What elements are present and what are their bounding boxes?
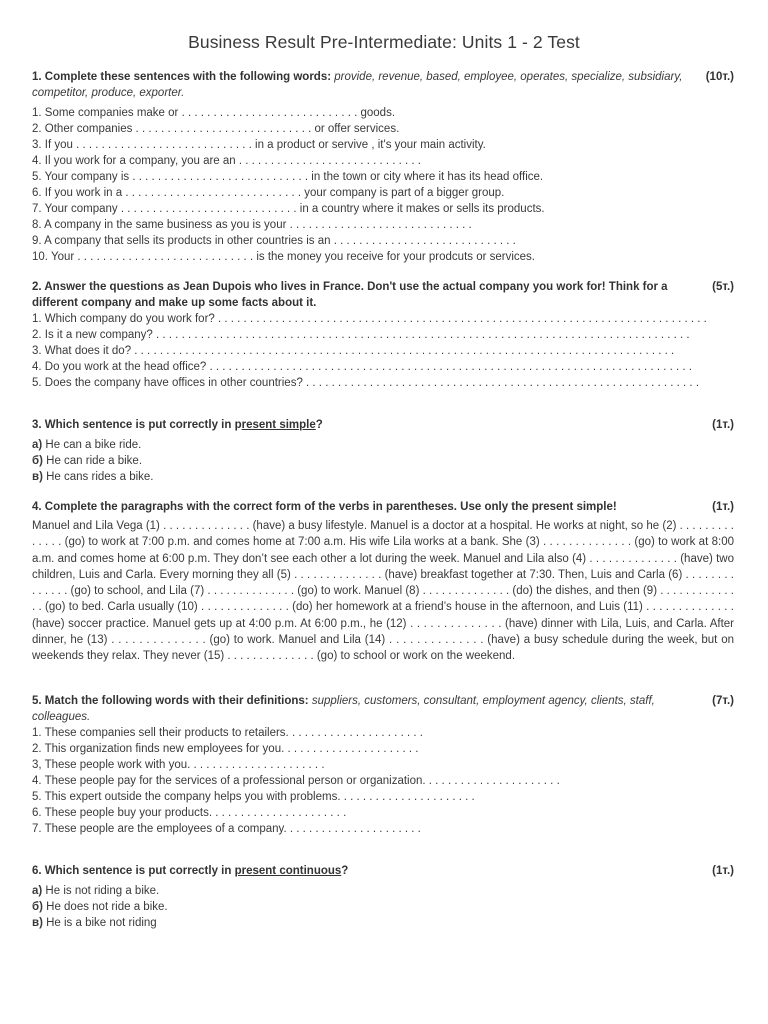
list-item: 1. Which company do you work for? . . . . . . . . . . . . . . . . . . . . . . . . . . . . . . . . . . . . . . . . . . . . . . . . . . . . . . . . . . . . . . . . . . . . . . . . . . . . . [32,313,707,325]
option-text: He is a bike not riding [42,917,157,929]
question-4 [32,499,734,665]
question-1-word-list: provide, revenue, based, employee, operates, specialize, subsidiary, competitor, produce, exporter. [32,71,683,99]
list-item: 4. These people pay for the services of a professional person or organization. . . . . . . . . . . . . . . . . . . . . . [32,775,560,787]
question-6 [32,863,734,931]
question-5-points: (7т.) [712,695,734,707]
option-letter: б) [32,901,43,913]
question-1-prompt: 1. Complete these sentences with the following words: [32,71,332,83]
option-letter: в) [32,471,43,483]
list-item: 5. Does the company have offices in other countries? . . . . . . . . . . . . . . . . . . . . . . . . . . . . . . . . . . . . . . . . . . . . . . . . . . . . . . . . . . . . . . [32,377,700,389]
question-1-heading [32,69,734,101]
question-2-points: (5т.) [712,281,734,293]
list-item: 3. If you . . . . . . . . . . . . . . . . . . . . . . . . . . . . in a product or servive , it's your main activity. [32,139,486,151]
question-5 [32,693,734,837]
question-5-word-list: suppliers, customers, consultant, employment agency, clients, staff, colleagues. [32,695,655,723]
question-2 [32,279,734,391]
answer-option [32,453,734,469]
list-item: 6. If you work in a . . . . . . . . . . . . . . . . . . . . . . . . . . . . your company is part of a bigger group. [32,187,505,199]
option-text: He cans rides a bike. [42,471,154,483]
option-text: He does not ride a bike. [42,901,168,913]
question-6-prompt: 6. Which sentence is put correctly in [32,865,235,877]
list-item: 2. Other companies . . . . . . . . . . . . . . . . . . . . . . . . . . . . or offer services. [32,123,400,135]
option-text: He can ride a bike. [42,455,143,467]
question-1-points: (10т.) [705,71,734,83]
question-2-heading [32,279,734,311]
option-letter: а) [32,885,43,897]
option-letter: а) [32,439,43,451]
answer-option [32,915,734,931]
answer-option [32,469,734,485]
list-item: 2. Is it a new company? . . . . . . . . . . . . . . . . . . . . . . . . . . . . . . . . . . . . . . . . . . . . . . . . . . . . . . . . . . . . . . . . . . . . . . . . . . . . . . . . . . . . [32,329,690,341]
list-item: 9. A company that sells its products in other countries is an . . . . . . . . . . . . . . . . . . . . . . . . . . . . . [32,235,516,247]
question-4-paragraph: Manuel and Lila Vega (1) . . . . . . . . . . . . . . (have) a busy lifestyle. Manuel is a doctor at a hospital. He works at night, so he (2) . . . . . . . . . . . . . . (go) to work at 7:00 p.m. and comes home at 7:00 a.m. His wife Lila works at a bank. She (3) . . . . . . . . . . . . . . (go) to work at 8:00 a.m. and comes home at 6:00 p.m. They don’t see each other a lot during the week. Manuel and Lila also (4) . . . . . . . . . . . . . . (have) two children, Luis and Carla. Every morning they all (5) . . . . . . . . . . . . . . (have) breakfast together at 7:30. Then, Luis and Carla (6) . . . . . . . . . . . . . . (go) to school, and Lila (7) . . . . . . . . . . . . . . (go) to work. Manuel (8) . . . . . . . . . . . . . . (do) the dishes, and then (9) . . . . . . . . . . . . . . (go) to bed. Carla usually (10) . . . . . . . . . . . . . . (do) her homework at a friend’s house in the afternoon, and Luis (11) . . . . . . . . . . . . . . (have) soccer practice. Manuel gets up at 4:00 p.m. At 6:00 p.m., he (12) . . . . . . . . . . . . . . (have) dinner with Lila, Luis, and Carla. After dinner, he (13) . . . . . . . . . . . . . . (go) to work. Manuel and Lila (14) . . . . . . . . . . . . . . (have) a busy schedule during the week, but on weekends they relax. They never (15) . . . . . . . . . . . . . . (go) to school or work on the weekend. [32,520,734,663]
option-letter: в) [32,917,43,929]
list-item: 5. Your company is . . . . . . . . . . . . . . . . . . . . . . . . . . . . in the town or city where it has its head office. [32,171,544,183]
question-2-prompt: 2. Answer the questions as Jean Dupois who lives in France. Don't use the actual company you work for! Think for a different company and make up some facts about it. [32,281,668,309]
answer-option [32,899,734,915]
list-item: 2. This organization finds new employees for you. . . . . . . . . . . . . . . . . . . . . . [32,743,419,755]
question-3-tense: resent simple [241,419,316,431]
question-5-prompt: 5. Match the following words with their definitions: [32,695,309,707]
question-3-mark: ? [315,419,323,431]
question-3 [32,417,734,485]
question-4-heading [32,499,734,515]
option-text: He is not riding a bike. [42,885,160,897]
list-item: 1. These companies sell their products to retailers. . . . . . . . . . . . . . . . . . . . . . [32,727,423,739]
question-6-mark: ? [341,865,349,877]
question-5-heading [32,693,734,725]
option-text: He can a bike ride. [42,439,142,451]
list-item: 7. Your company . . . . . . . . . . . . . . . . . . . . . . . . . . . . in a country where it makes or sells its products. [32,203,545,215]
question-3-points: (1т.) [712,419,734,431]
question-4-prompt: 4. Complete the paragraphs with the correct form of the verbs in parentheses. Use only the present simple! [32,501,617,513]
list-item: 6. These people buy your products. . . . . . . . . . . . . . . . . . . . . . [32,807,347,819]
list-item: 10. Your . . . . . . . . . . . . . . . . . . . . . . . . . . . . is the money you receive for your prodcuts or services. [32,251,536,263]
list-item: 3, These people work with you. . . . . . . . . . . . . . . . . . . . . . [32,759,325,771]
option-letter: б) [32,455,43,467]
question-1 [32,69,734,265]
list-item: 5. This expert outside the company helps you with problems. . . . . . . . . . . . . . . . . . . . . . [32,791,475,803]
list-item: 3. What does it do? . . . . . . . . . . . . . . . . . . . . . . . . . . . . . . . . . . . . . . . . . . . . . . . . . . . . . . . . . . . . . . . . . . . . . . . . . . . . . . . . . . . . . [32,345,675,357]
answer-option [32,437,734,453]
list-item: 8. A company in the same business as you is your . . . . . . . . . . . . . . . . . . . . . . . . . . . . . [32,219,472,231]
question-3-prompt: 3. Which sentence is put correctly in p [32,419,242,431]
question-6-heading [32,863,734,879]
page-title: Business Result Pre-Intermediate: Units 1 - 2 Test [188,32,580,52]
question-4-points: (1т.) [712,501,734,513]
answer-option [32,883,734,899]
list-item: 7. These people are the employees of a company. . . . . . . . . . . . . . . . . . . . . . [32,823,421,835]
question-6-points: (1т.) [712,865,734,877]
list-item: 4. Il you work for a company, you are an . . . . . . . . . . . . . . . . . . . . . . . . . . . . . [32,155,422,167]
list-item: 1. Some companies make or . . . . . . . . . . . . . . . . . . . . . . . . . . . . goods. [32,107,396,119]
question-3-heading [32,417,734,433]
list-item: 4. Do you work at the head office? . . . . . . . . . . . . . . . . . . . . . . . . . . . . . . . . . . . . . . . . . . . . . . . . . . . . . . . . . . . . . . . . . . . . . . . . . . . . [32,361,692,373]
question-6-tense: present continuous [234,865,342,877]
